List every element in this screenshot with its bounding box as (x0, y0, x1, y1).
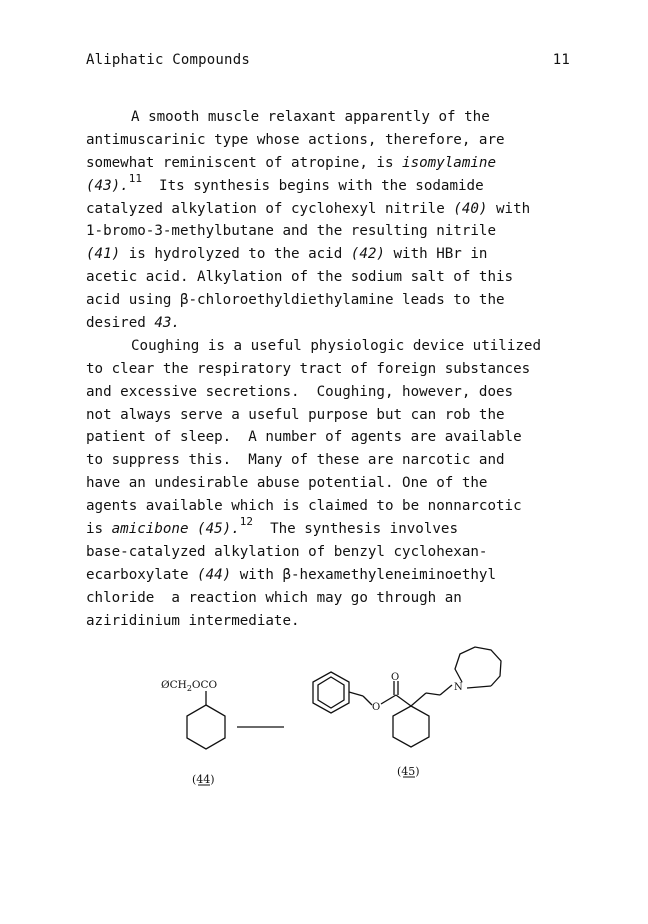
text-line (86, 312, 586, 335)
text-line: Coughing is a useful physiologic device utilized (131, 337, 541, 354)
text-line: to suppress this. Many of these are narcotic and (86, 452, 505, 469)
product-bond (349, 692, 363, 696)
product-bond (363, 696, 372, 705)
running-header-title: Aliphatic Compounds (86, 52, 250, 68)
reaction-scheme (0, 640, 648, 820)
reactant-group-subscript: 2 (186, 684, 192, 693)
text-line: 1-bromo-3-methylbutane and the resulting nitrile (86, 223, 496, 240)
text-line: have an undesirable abuse potential. One of the (86, 475, 488, 492)
text-line: chloride a reaction which may go through an (86, 589, 462, 606)
text-line: to clear the respiratory tract of foreign substances (86, 360, 531, 377)
text-line: antimuscarinic type whose actions, therefore, are (86, 131, 505, 148)
product-bond (426, 693, 440, 695)
product-bond (396, 695, 411, 706)
compound-ref: 43. (154, 315, 180, 332)
text-run: is (86, 521, 112, 538)
text-line: not always serve a useful purpose but can rob the (86, 406, 505, 423)
text-line: patient of sleep. A number of agents are available (86, 429, 522, 446)
drug-name-amicibone: amicibone (111, 521, 189, 538)
text-line (86, 515, 586, 541)
reactant-label: (44) (192, 773, 215, 786)
drug-name-isomylamine: isomylamine (402, 154, 497, 171)
text-line (86, 171, 586, 198)
paragraph-amicibone (86, 335, 586, 633)
reference-superscript: 12 (239, 515, 253, 529)
text-run: is hydrolyzed to the acid (120, 246, 351, 263)
atom-o-carbonyl: O (391, 672, 400, 683)
text-line: aziridinium intermediate. (86, 612, 300, 629)
text-run: desired (86, 315, 155, 332)
product-bond (440, 685, 452, 695)
text-line: agents available which is claimed to be nonnarcotic (86, 498, 522, 515)
text-run: ecarboxylate (86, 566, 198, 583)
product-bond (411, 693, 426, 706)
text-run: Its synthesis begins with the sodamide (141, 177, 484, 194)
text-line (86, 243, 586, 266)
product-label: (45) (397, 765, 420, 778)
reactant-cyclohexane-ring (187, 705, 225, 749)
compound-ref: (40) (453, 200, 488, 217)
compound-ref: (45). (188, 521, 240, 538)
compound-ref: (43). (86, 177, 129, 194)
compound-ref: (41) (86, 246, 121, 263)
body-text (86, 106, 586, 632)
text-line: and excessive secretions. Coughing, however, does (86, 383, 514, 400)
text-line: acetic acid. Alkylation of the sodium salt of this (86, 269, 514, 286)
reference-superscript: 11 (128, 171, 142, 185)
product-bond (381, 695, 396, 704)
reactant-group-tail: OCO (191, 679, 218, 691)
text-line: acid using β-chloroethyldiethylamine leads to the (86, 292, 505, 309)
reactant-ester-group (161, 679, 218, 693)
product-benzene-inner (318, 677, 344, 708)
text-run: somewhat reminiscent of atropine, is (86, 154, 403, 171)
paragraph-isomylamine (86, 106, 586, 335)
compound-ref: (42) (350, 246, 385, 263)
text-run: catalyzed alkylation of cyclohexyl nitrile (86, 200, 454, 217)
compound-ref: (44) (197, 566, 232, 583)
text-line: base-catalyzed alkylation of benzyl cyclohexan- (86, 543, 488, 560)
product-azepane-ring (467, 686, 491, 688)
text-line (86, 198, 586, 221)
reactant-group-main: ØCH (161, 679, 187, 691)
text-line: A smooth muscle relaxant apparently of the (131, 109, 490, 125)
text-run: with β-hexamethyleneiminoethyl (231, 566, 497, 583)
text-line (86, 152, 586, 175)
product-azepane-ring (455, 647, 501, 686)
page-number: 11 (552, 52, 570, 68)
reaction-scheme-drawing (0, 640, 648, 820)
atom-o-ester: O (372, 702, 381, 713)
text-run: with HBr in (384, 246, 488, 263)
atom-n: N (454, 682, 463, 693)
product-cyclohexane-ring (393, 706, 429, 747)
text-run: with (487, 200, 531, 217)
text-run: The synthesis involves (253, 521, 458, 538)
text-line (86, 564, 586, 587)
